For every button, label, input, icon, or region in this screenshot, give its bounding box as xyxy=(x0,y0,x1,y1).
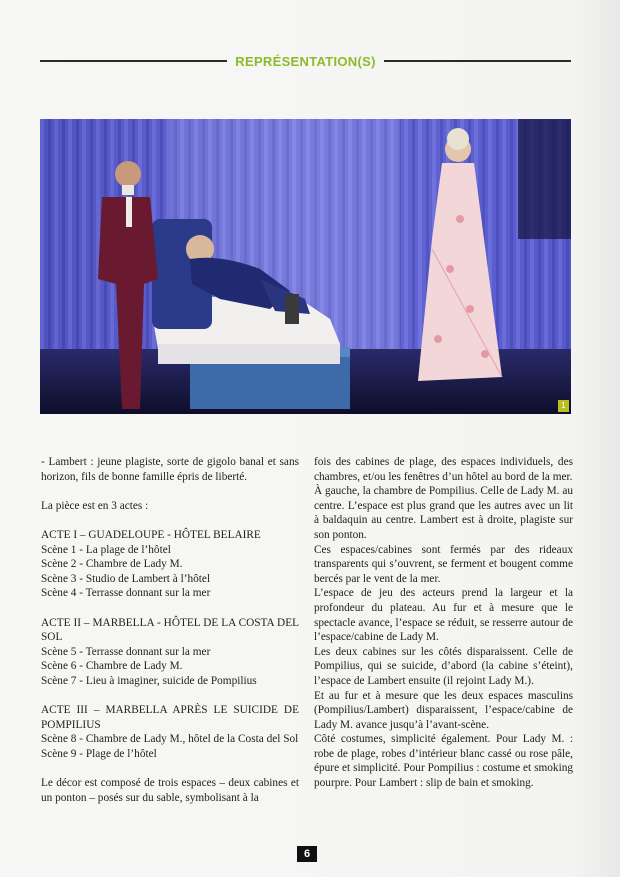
body-paragraph: fois des cabines de plage, des espaces individuels, des chambres, et/ou les fenêtres d’un hôtel au bord de la mer. xyxy=(314,456,573,483)
scene-item: Scène 5 - Terrasse donnant sur la mer xyxy=(41,645,211,658)
section-title: REPRÉSENTATION(S) xyxy=(235,53,376,69)
section-header xyxy=(40,52,571,70)
decor-paragraph: Le décor est composé de trois espaces – deux cabines et un ponton – posés sur du sable, symbolisant à la xyxy=(41,777,299,804)
body-paragraph: Côté costumes, simplicité également. Pour Lady M. : robe de plage, robes d’intérieur blanc cassé ou rose pâle, épure et simplicité. Pour Pompilius : costume et smoking pourpre. Pour Lambert : slip de bain et smoking. xyxy=(314,733,573,790)
header-rule-right xyxy=(384,60,571,62)
header-rule-left xyxy=(40,60,227,62)
act-title: ACTE II – MARBELLA - HÔTEL DE LA COSTA DEL SOL xyxy=(41,616,299,644)
photo-number-badge: 1 xyxy=(558,400,569,412)
body-paragraph: L’espace de jeu des acteurs prend la largeur et la profondeur du plateau. Au fur et à mesure que le spectacle avance, l’espace se réduit, se resserre autour de l’espace/cabine de Lady M. xyxy=(314,587,573,644)
character-description: - Lambert : jeune plagiste, sorte de gigolo banal et sans horizon, fils de bonne famille épris de liberté. xyxy=(41,456,299,483)
body-paragraph: Les deux cabines sur les côtés disparaissent. Celle de Pompilius, qui se suicide, d’abord (la cabine s’éteint), l’espace de Lambert ensuite (il rejoint Lady M.). xyxy=(314,645,573,687)
scene-item: Scène 6 - Chambre de Lady M. xyxy=(41,660,183,673)
acts-intro: La pièce est en 3 actes : xyxy=(41,499,149,512)
scene-item: Scène 1 - La plage de l’hôtel xyxy=(41,543,171,556)
act-title: ACTE I – GUADELOUPE - HÔTEL BELAIRE xyxy=(41,528,261,541)
scene-item: Scène 4 - Terrasse donnant sur la mer xyxy=(41,587,211,600)
scene-item: Scène 9 - Plage de l’hôtel xyxy=(41,747,157,760)
right-column xyxy=(314,455,573,791)
stage-photo xyxy=(40,119,571,414)
body-paragraph: À gauche, la chambre de Pompilius. Celle de Lady M. au centre. L’espace est plus grand que les autres avec un lit à baldaquin au centre. Lambert est à droite, plagiste sur son ponton. xyxy=(314,485,573,541)
stage-photo-illustration xyxy=(40,119,571,414)
body-paragraph: Ces espaces/cabines sont fermés par des rideaux transparents qui s’ouvrent, se ferment et bougent comme bercés par le vent de la mer. xyxy=(314,543,573,585)
scene-item: Scène 7 - Lieu à imaginer, suicide de Pompilius xyxy=(41,674,257,687)
scene-item: Scène 8 - Chambre de Lady M., hôtel de la Costa del Sol xyxy=(41,733,299,746)
act-title: ACTE III – MARBELLA APRÈS LE SUICIDE DE POMPILIUS xyxy=(41,704,299,731)
left-column xyxy=(41,455,299,805)
scene-item: Scène 2 - Chambre de Lady M. xyxy=(41,558,183,571)
scene-item: Scène 3 - Studio de Lambert à l’hôtel xyxy=(41,572,211,585)
page-number: 6 xyxy=(297,846,317,862)
body-paragraph: Et au fur et à mesure que les deux espaces masculins (Pompilius/Lambert) disparaissent, l’espace/cabine de Lady M. avance jusqu’à l’avant-scène. xyxy=(314,689,573,731)
